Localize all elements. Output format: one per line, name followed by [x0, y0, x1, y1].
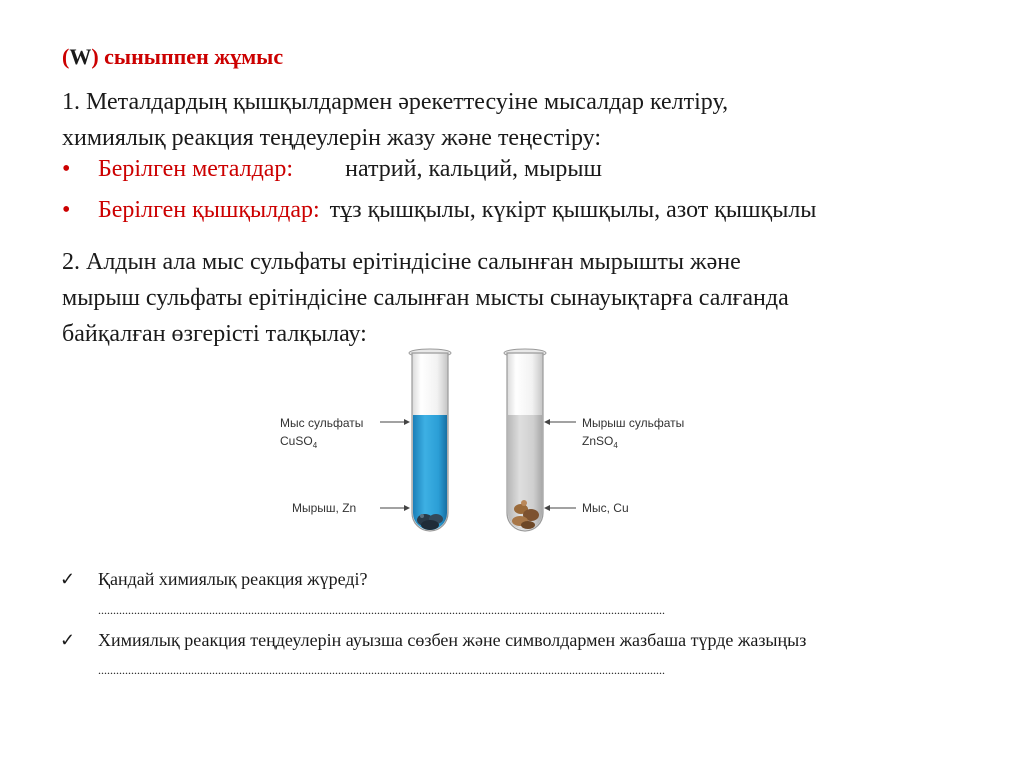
section-heading [62, 44, 283, 70]
task-2 [62, 244, 789, 352]
bullet-acids [62, 197, 816, 224]
answer-line-2: ............................................................................................................................................................................................. [98, 663, 665, 677]
label-znso4-name: Мырыш сульфаты [582, 416, 685, 430]
cuso4-solution [413, 415, 447, 530]
heading-text: ) сыныппен жұмыс [91, 44, 284, 69]
task-2-line-2: мырыш сульфаты ерітіндісіне салынған мысты сынауықтарға салғанда [62, 285, 789, 311]
checkmark-icon: ✓ [60, 630, 76, 650]
question-2 [60, 630, 806, 651]
task-2-line-3: байқалған өзгерісті талқылау: [62, 321, 367, 347]
task-1-line-1: 1. Металдардың қышқылдармен әрекеттесуіне мысалдар келтіру, [62, 89, 729, 115]
test-tubes-figure [270, 345, 730, 545]
label-znso4-formula: ZnSO$_4$ [582, 434, 618, 450]
bullet-metals-value: натрий, кальций, мырыш [345, 156, 602, 182]
test-tube-left [409, 349, 451, 531]
question-1 [60, 569, 368, 590]
task-1 [62, 84, 728, 156]
bullet-metals [62, 156, 602, 183]
answer-line-1: ............................................................................................................................................................................................. [98, 603, 665, 617]
label-cuso4-name: Мыс сульфаты [280, 416, 364, 430]
bullet-acids-value: тұз қышқылы, күкірт қышқылы, азот қышқылы [329, 197, 817, 223]
checkmark-icon: ✓ [60, 569, 76, 589]
task-2-line-1: 2. Алдын ала мыс сульфаты ерітіндісіне салынған мырышты және [62, 249, 741, 275]
bullet-acids-label: Берілген қышқылдар: [98, 197, 320, 223]
test-tube-right [504, 349, 546, 531]
bullet-metals-label: Берілген металдар: [98, 156, 294, 182]
heading-open-paren: ( [62, 44, 70, 69]
bullet-dot: • [62, 197, 71, 223]
heading-w-letter: W [69, 44, 92, 69]
task-1-line-2: химиялық реакция теңдеулерін жазу және теңестіру: [62, 125, 602, 151]
label-zinc: Мырыш, Zn [292, 501, 357, 515]
label-copper: Мыс, Cu [582, 501, 629, 515]
question-1-text: Қандай химиялық реакция жүреді? [98, 569, 368, 589]
question-2-text: Химиялық реакция теңдеулерін ауызша сөзбен және символдармен жазбаша түрде жазыңыз [98, 630, 807, 650]
bullet-dot: • [62, 156, 71, 182]
label-cuso4-formula: CuSO$_4$ [280, 434, 318, 450]
